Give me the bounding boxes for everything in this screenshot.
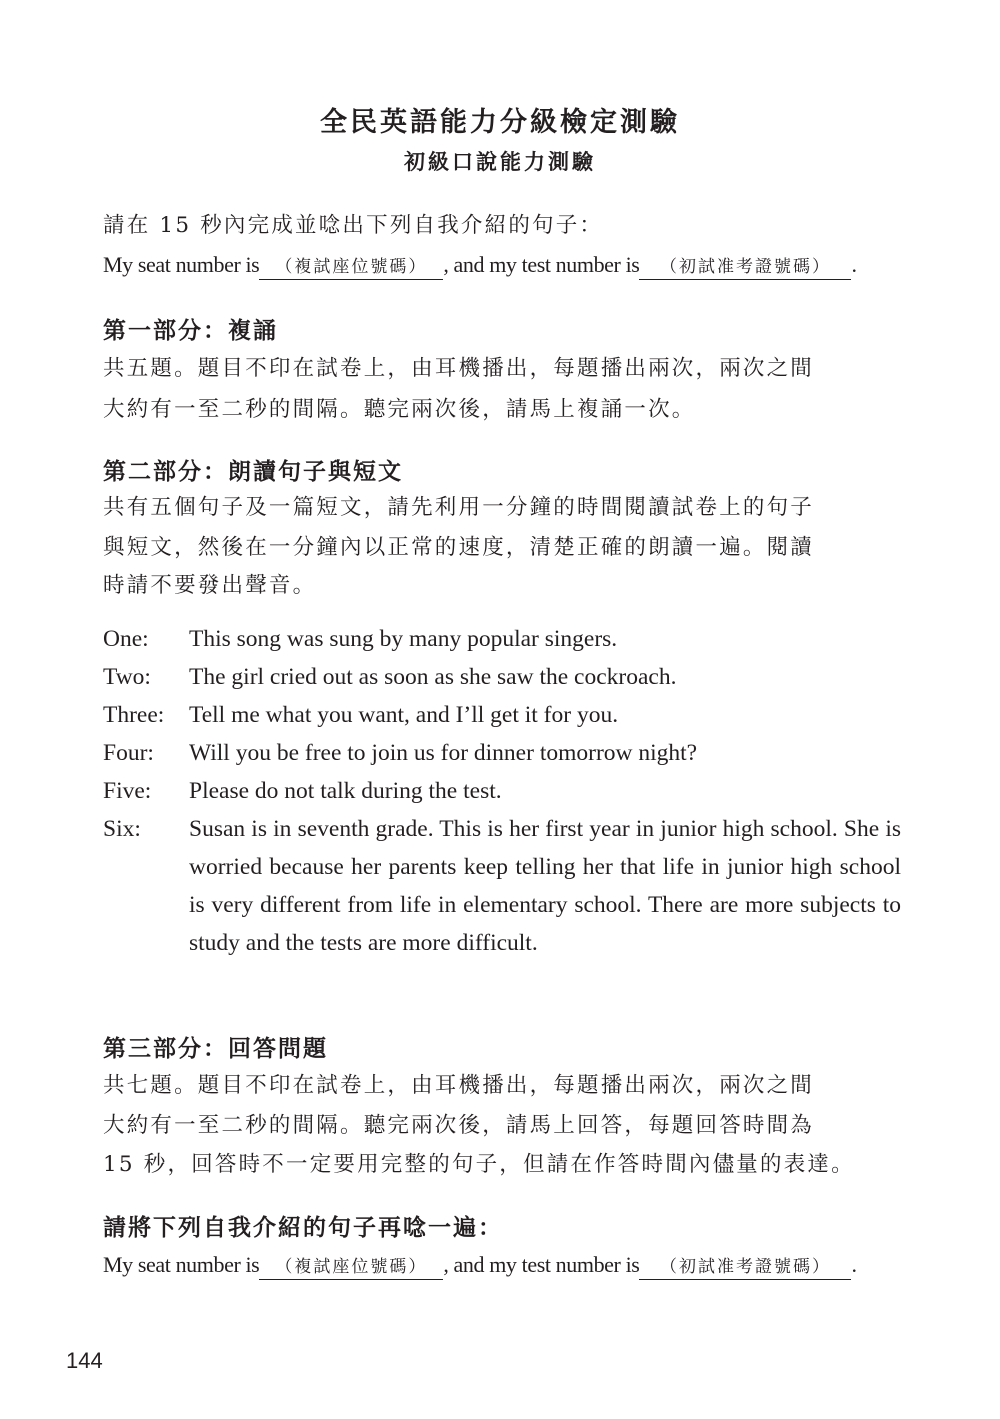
test-prefix: , and my test number is [443, 1252, 640, 1277]
part3-line: 大約有一至二秒的間隔。聽完兩次後，請馬上回答，每題回答時間為 [103, 1113, 815, 1138]
part3-line: 15 秒，回答時不一定要用完整的句子，但請在作答時間內儘量的表達。 [103, 1152, 855, 1177]
part1-line: 大約有一至二秒的間隔。聽完兩次後，請馬上複誦一次。 [103, 397, 696, 422]
sentence-label: One: [103, 626, 149, 652]
seat-number-blank: （複試座位號碼） [259, 1252, 443, 1280]
sentence-text: Will you be free to join us for dinner tomorrow night? [189, 740, 698, 766]
reading-passage: Susan is in seventh grade. This is her first year in junior high school. She is worried because her parents keep telling her that life in junior high school is very different from life in elementary school. There are more subjects to study and the tests are more difficult. [189, 816, 901, 956]
seat-prefix: My seat number is [103, 1252, 260, 1277]
outro-end: . [851, 1252, 857, 1277]
intro-self-introduction [103, 252, 903, 280]
sentence-label: Three: [103, 702, 165, 728]
sentence-text: The girl cried out as soon as she saw the cockroach. [189, 664, 677, 690]
sentence-text: This song was sung by many popular singers. [189, 626, 618, 652]
sentence-label: Two: [103, 664, 151, 690]
seat-number-blank: （複試座位號碼） [259, 252, 443, 280]
test-prefix: , and my test number is [443, 252, 640, 277]
test-number-blank: （初試准考證號碼） [639, 1252, 851, 1280]
part2-line: 與短文，然後在一分鐘內以正常的速度，清楚正確的朗讀一遍。閱讀 [103, 535, 815, 560]
part2-heading: 第二部分：朗讀句子與短文 [103, 458, 403, 485]
seat-prefix: My seat number is [103, 252, 260, 277]
sentence-text: Please do not talk during the test. [189, 778, 502, 804]
page-subtitle: 初級口說能力測驗 [404, 149, 596, 174]
outro-heading: 請將下列自我介紹的句子再唸一遍： [103, 1214, 503, 1241]
part3-line: 共七題。題目不印在試卷上，由耳機播出，每題播出兩次，兩次之間 [103, 1073, 815, 1098]
test-number-blank: （初試准考證號碼） [639, 252, 851, 280]
passage-label: Six: [103, 816, 141, 842]
part3-heading: 第三部分：回答問題 [103, 1035, 328, 1062]
sentence-text: Tell me what you want, and I’ll get it for you. [189, 702, 619, 728]
intro-instruction: 請在 15 秒內完成並唸出下列自我介紹的句子： [103, 213, 604, 238]
page-number: 144 [66, 1348, 103, 1373]
sentence-label: Five: [103, 778, 152, 804]
part2-line: 共有五個句子及一篇短文，請先利用一分鐘的時間閱讀試卷上的句子 [103, 495, 815, 520]
outro-self-introduction [103, 1252, 903, 1280]
part1-heading: 第一部分：複誦 [103, 317, 278, 344]
intro-end: . [851, 252, 857, 277]
page-title: 全民英語能力分級檢定測驗 [320, 107, 680, 138]
sentence-label: Four: [103, 740, 154, 766]
part2-line: 時請不要發出聲音。 [103, 573, 317, 598]
part1-line: 共五題。題目不印在試卷上，由耳機播出，每題播出兩次，兩次之間 [103, 356, 815, 381]
